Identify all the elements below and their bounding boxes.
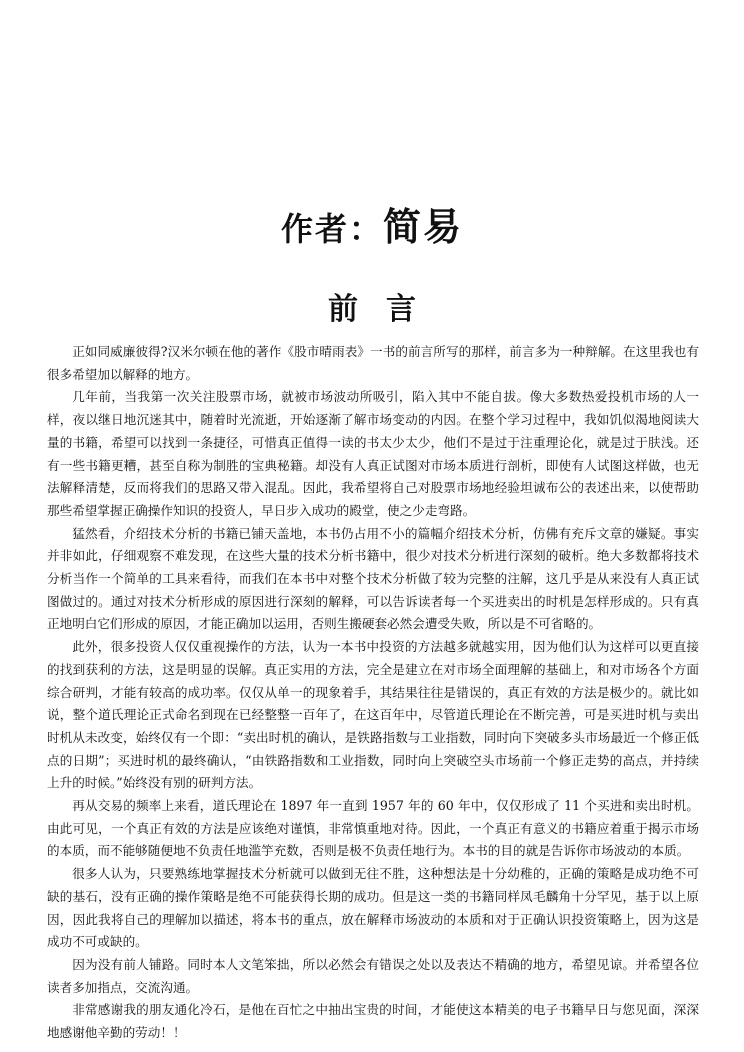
paragraph: 很多人认为，只要熟练地掌握技术分析就可以做到无往不胜，这种想法是十分幼稚的，正确的策略是成功绝不可缺的基石，没有正确的操作策略是绝不可能获得长期的成功。但是这一类的书籍同样凤毛麟角十分罕见，基于以上原因，因此我将自己的理解加以描述，将本书的重点，放在解释市场波动的本质和对于正确认识投资策略上，因为这是成功不可或缺的。 [47, 866, 699, 950]
author-label: 作者： [280, 210, 383, 248]
paragraph: 再从交易的频率上来看，道氏理论在 1897 年一直到 1957 年的 60 年中，仅仅形成了 11 个买进和卖出时机。由此可见，一个真正有效的方法是应该绝对谨慎，非常慎重地对待。因此，一个真正有意义的书籍应着重于揭示市场的本质，而不能够随便地不负责任地滥竽充数，否则是极不负责任地行为。本书的目的就是告诉你市场波动的本质。 [47, 798, 699, 859]
preface-body [47, 341, 699, 1045]
author-name: 简易 [383, 205, 464, 249]
paragraph: 几年前，当我第一次关注股票市场，就被市场波动所吸引，陷入其中不能自拔。像大多数热爱投机市场的人一样，夜以继日地沉迷其中，随着时光流逝，开始逐渐了解市场变动的内因。在整个学习过程中，我如饥似渴地阅读大量的书籍，希望可以找到一条捷径，可惜真正值得一读的书太少太少，他们不是过于注重理论化，就是过于肤浅。还有一些书籍更糟，甚至自称为制胜的宝典秘籍。却没有人真正试图对市场本质进行剖析，即使有人试图这样做，也无法解释清楚，反而将我们的思路又带入混乱。因此，我希望将自己对股票市场地经验坦诚布公的表述出来，以使帮助那些希望掌握正确操作知识的投资人，早日步入成功的殿堂，使之少走弯路。 [47, 389, 699, 518]
paragraph: 猛然看，介绍技术分析的书籍已铺天盖地，本书仍占用不小的篇幅介绍技术分析，仿佛有充斥文章的嫌疑。事实并非如此，仔细观察不难发现，在这些大量的技术分析书籍中，很少对技术分析进行深刻的破析。绝大多数都将技术分析当作一个简单的工具来看待，而我们在本书中对整个技术分析做了较为完整的注解，这几乎是从来没有人真正试图做过的。通过对技术分析形成的原因进行深刻的解释，可以告诉读者每一个买进卖出的时机是怎样形成的。只有真正地明白它们形成的原因，才能正确加以运用，否则生搬硬套必然会遭受失败，所以是不可省略的。 [47, 525, 699, 632]
paragraph: 因为没有前人铺路。同时本人文笔笨拙，所以必然会有错误之处以及表达不精确的地方，希望见谅。并希望各位读者多加指点，交流沟通。 [47, 956, 699, 995]
preface-title: 前言 [328, 292, 444, 327]
paragraph: 非常感谢我的朋友通化冷石，是他在百忙之中抽出宝贵的时间，才能使这本精美的电子书籍早日与您见面，深深地感谢他辛勤的劳动！！ [47, 1002, 699, 1041]
author-line [0, 202, 744, 254]
paragraph: 此外，很多投资人仅仅重视操作的方法，认为一本书中投资的方法越多就越实用，因为他们认为这样可以更直接的找到获利的方法，这是明显的误解。真正实用的方法，完全是建立在对市场全面理解的基础上，和对市场各个方面综合研判，才能有较高的成功率。仅仅从单一的现象着手，其结果往往是错误的，真正有效的方法是极少的。就比如说，整个道氏理论正式命名到现在已经整整一百年了，在这百年中，尽管道氏理论在不断完善，可是买进时机与卖出时机从未改变，始终仅有一个即：“卖出时机的确认，是铁路指数与工业指数，同时向下突破多头市场最近一个修正低点的日期”；买进时机的最终确认，“由铁路指数和工业指数，同时向上突破空头市场前一个修正走势的高点，并持续上升的时候。”始终没有别的研判方法。 [47, 639, 699, 791]
paragraph: 正如同威廉彼得?汉米尔顿在他的著作《股市晴雨表》一书的前言所写的那样，前言多为一种辩解。在这里我也有很多希望加以解释的地方。 [47, 344, 699, 382]
